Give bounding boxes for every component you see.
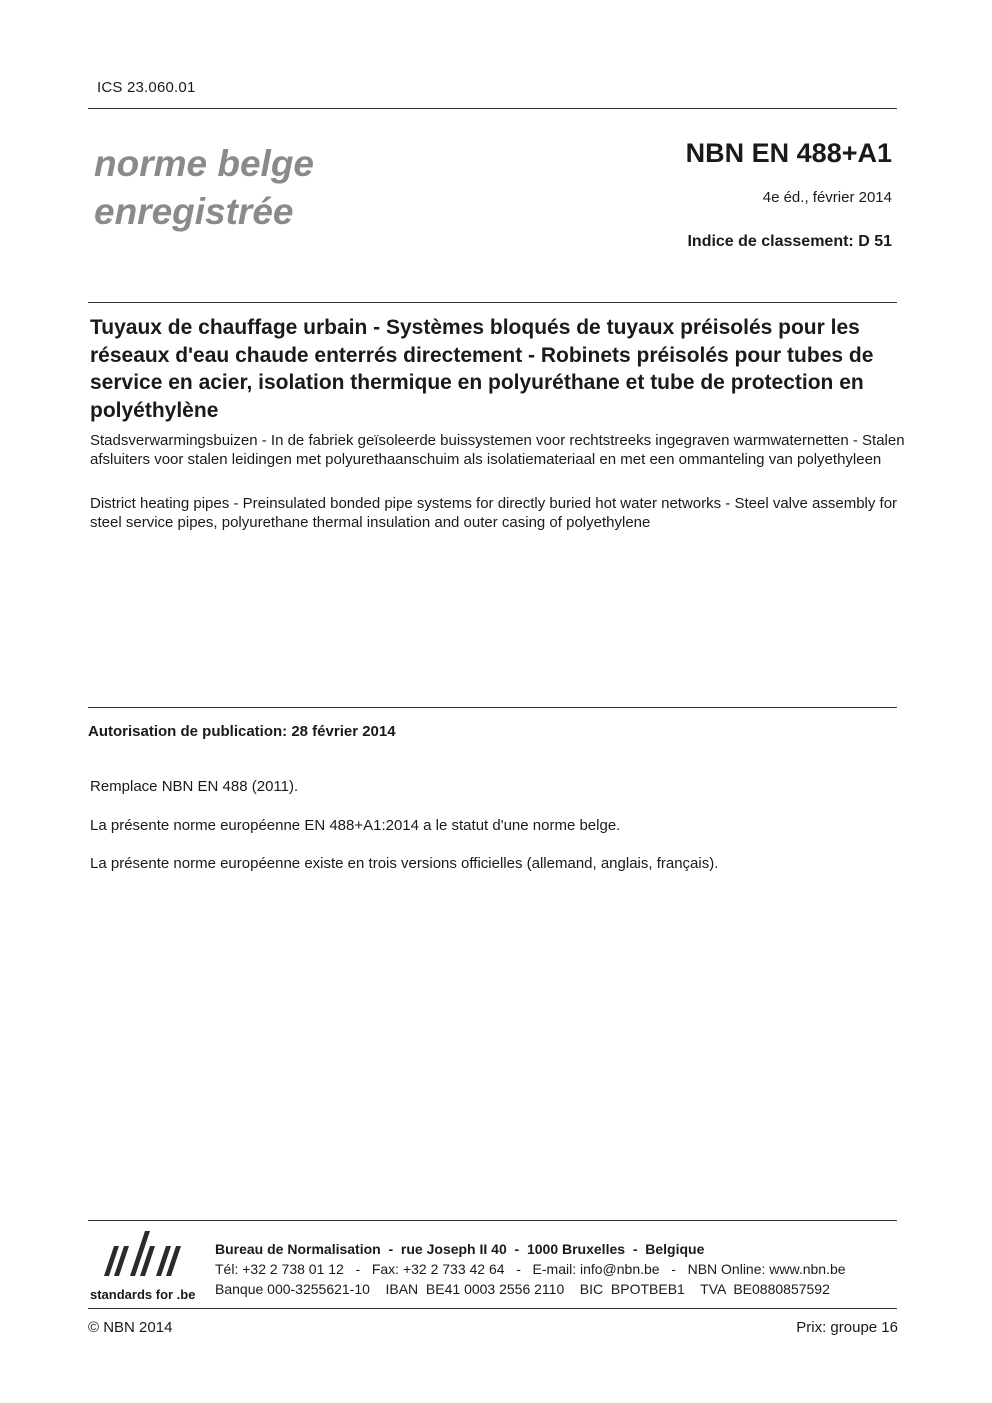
brand-line-1: norme belge [94,143,314,184]
ics-code: ICS 23.060.01 [97,79,196,96]
footer-divider [88,1220,897,1221]
logo-tagline: standards for .be [90,1287,196,1302]
brand-title [94,140,314,236]
footer-address: Bureau de Normalisation - rue Joseph II 40 - 1000 Bruxelles - Belgique [215,1241,705,1257]
title-english: District heating pipes - Preinsulated bonded pipe systems for directly buried hot water networks - Steel valve assembly for steel service pipes, polyurethane thermal insulation and outer casing of polyethylene [90,495,898,531]
publication-authorization: Autorisation de publication: 28 février 2014 [88,723,396,740]
footer-bank: Banque 000-3255621-10 IBAN BE41 0003 2556 2110 BIC BPOTBEB1 TVA BE0880857592 [215,1281,830,1297]
price-group: Prix: groupe 16 [796,1319,898,1336]
standard-number: NBN EN 488+A1 [685,138,892,168]
bottom-divider [88,1308,897,1309]
edition-date: 4e éd., février 2014 [762,189,892,206]
copyright: © NBN 2014 [88,1319,173,1336]
top-divider [88,108,897,109]
title-french: Tuyaux de chauffage urbain - Systèmes bloqués de tuyaux préisolés pour les réseaux d'eau chaude enterrés directement - Robinets préisolés pour tubes de service en acier, isolation thermique en polyuréthane et tube de protection en polyéthylène [90,316,874,422]
note-versions: La présente norme européenne existe en trois versions officielles (allemand, anglais, français). [90,855,719,872]
footer-contact: Tél: +32 2 738 01 12 - Fax: +32 2 733 42 64 - E-mail: info@nbn.be - NBN Online: www.nbn.be [215,1261,846,1277]
publication-divider [88,707,897,708]
classification-index: Indice de classement: D 51 [687,233,892,250]
brand-line-2: enregistrée [94,191,294,232]
note-status: La présente norme européenne EN 488+A1:2014 a le statut d'une norme belge. [90,817,621,834]
title-dutch: Stadsverwarmingsbuizen - In de fabriek geïsoleerde buissystemen voor rechtstreeks ingegraven warmwaternetten - Stalen afsluiters voor stalen leidingen met polyurethaanschuim als isolatiemateriaal en met een ommanteling van polyethyleen [90,432,905,468]
title-divider [88,302,897,303]
note-replaces: Remplace NBN EN 488 (2011). [90,778,299,795]
